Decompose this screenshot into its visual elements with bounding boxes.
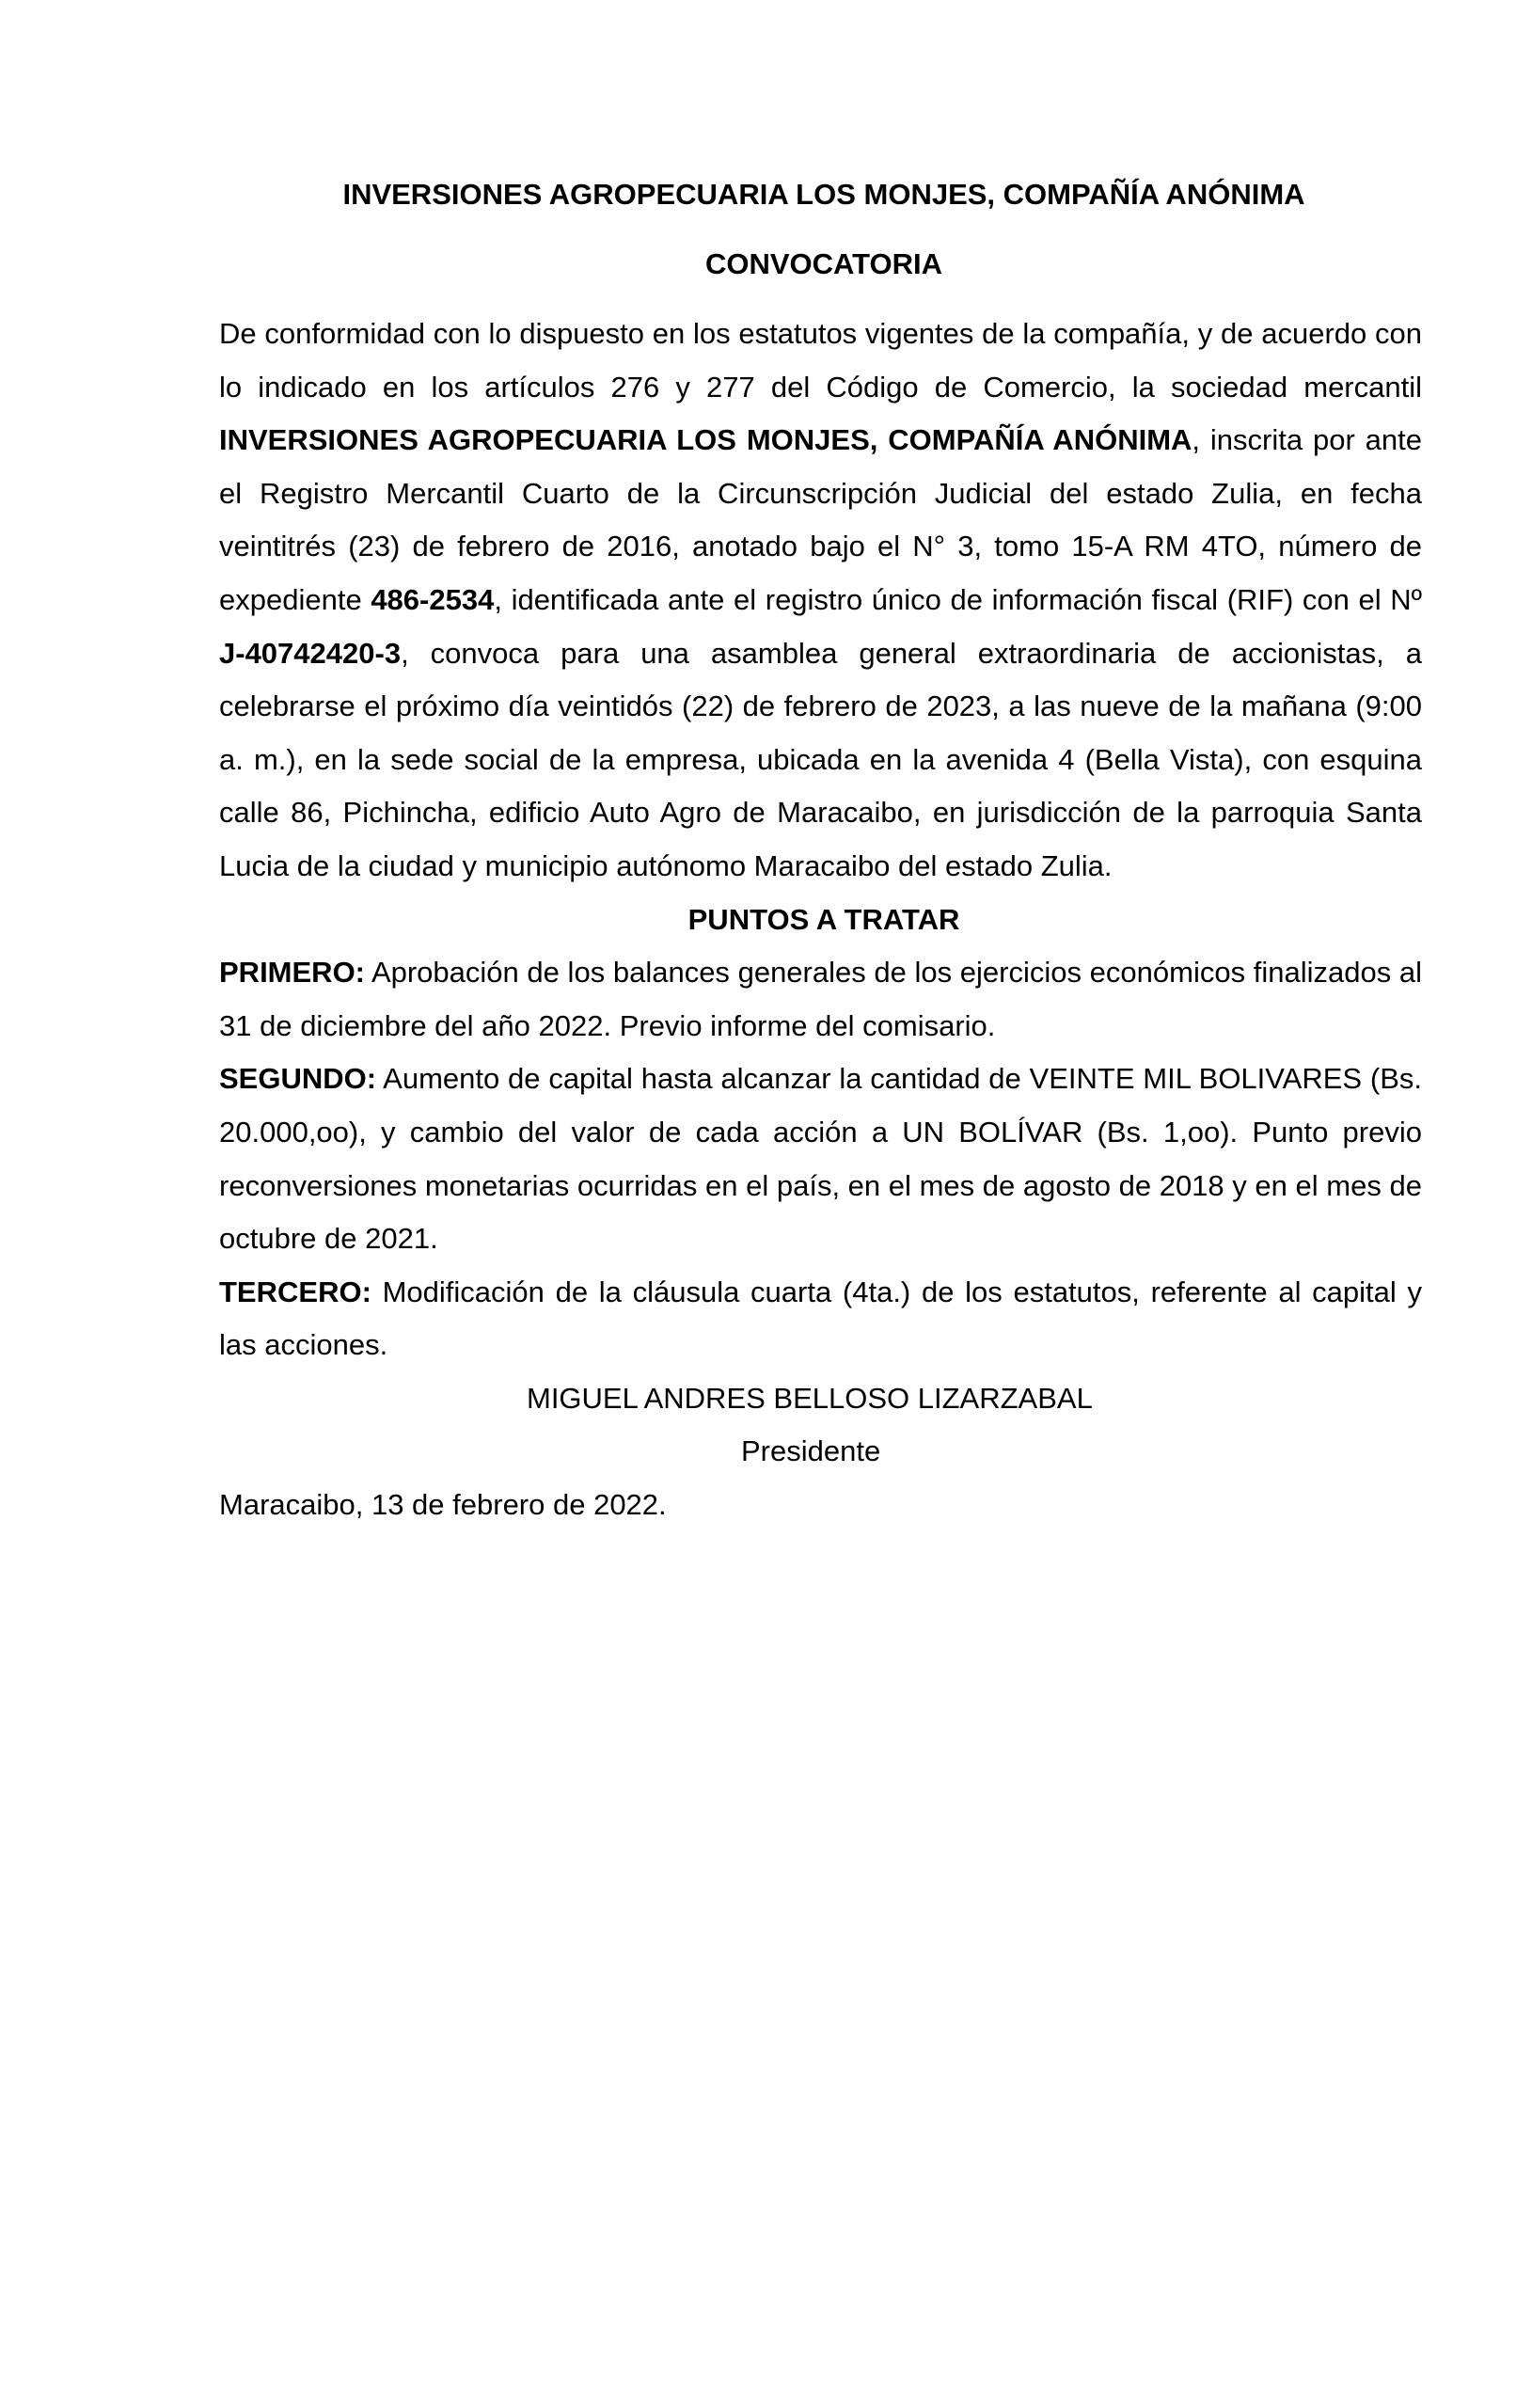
signer-name: MIGUEL ANDRES BELLOSO LIZARZABAL	[527, 1381, 1093, 1415]
point-item	[219, 1053, 1422, 1265]
point-text: Aumento de capital hasta alcanzar la cantidad de VEINTE MIL BOLIVARES (Bs. 20.000,oo), y cambio del valor de cada acción a UN BOLÍVAR (Bs. 1,oo). Punto previo reconversiones monetarias ocurridas en el país, en el mes de agosto de 2018 y en el mes de octubre de 2021.	[219, 1062, 1422, 1256]
signer-role: Presidente	[741, 1434, 881, 1468]
point-item	[219, 1266, 1422, 1372]
point-item	[219, 946, 1422, 1053]
company-name: INVERSIONES AGROPECUARIA LOS MONJES, COMPAÑÍA ANÓNIMA	[219, 423, 1192, 457]
document-subtitle: CONVOCATORIA	[704, 247, 943, 280]
document-page	[219, 178, 1422, 1532]
document-title: INVERSIONES AGROPECUARIA LOS MONJES, COMPAÑÍA ANÓNIMA	[342, 178, 1305, 211]
point-label: TERCERO:	[219, 1275, 371, 1308]
point-label: PRIMERO:	[219, 956, 365, 990]
intro-text-1: De conformidad con lo dispuesto en los estatutos vigentes de la compañía, y de acuerdo con lo indicado en los artículos 276 y 277 del Código de Comercio, la sociedad mercantil	[219, 317, 1422, 404]
intro-paragraph	[219, 308, 1422, 894]
point-text: Modificación de la cláusula cuarta (4ta.) de los estatutos, referente al capital y las acciones.	[219, 1275, 1422, 1362]
date-line: Maracaibo, 13 de febrero de 2022.	[219, 1488, 667, 1522]
intro-text-2: , inscrita por ante el Registro Mercantil Cuarto de la Circunscripción Judicial del estado Zulia, en fecha veintitrés (23) de febrero de 2016, anotado bajo el N° 3, tomo 15-A RM 4TO, número de expediente	[219, 423, 1422, 616]
expediente-number: 486-2534	[371, 582, 495, 616]
intro-text-4: , convoca para una asamblea general extraordinaria de accionistas, a celebrarse el próximo día veintidós (22) de febrero de 2023, a las nueve de la mañana (9:00 a. m.), en la sede social de la empresa, ubicada en la avenida 4 (Bella Vista), con esquina calle 86, Pichincha, edificio Auto Agro de Maracaibo, en jurisdicción de la parroquia Santa Lucia de la ciudad y municipio autónomo Maracaibo del estado Zulia.	[219, 636, 1422, 882]
point-text: Aprobación de los balances generales de los ejercicios económicos finalizados al 31 de diciembre del año 2022. Previo informe del comisario.	[219, 956, 1422, 1042]
intro-text-3: , identificada ante el registro único de información fiscal (RIF) con el Nº	[494, 582, 1422, 616]
rif-number: J-40742420-3	[219, 636, 402, 670]
point-label: SEGUNDO:	[219, 1062, 377, 1096]
points-heading: PUNTOS A TRATAR	[687, 902, 960, 936]
